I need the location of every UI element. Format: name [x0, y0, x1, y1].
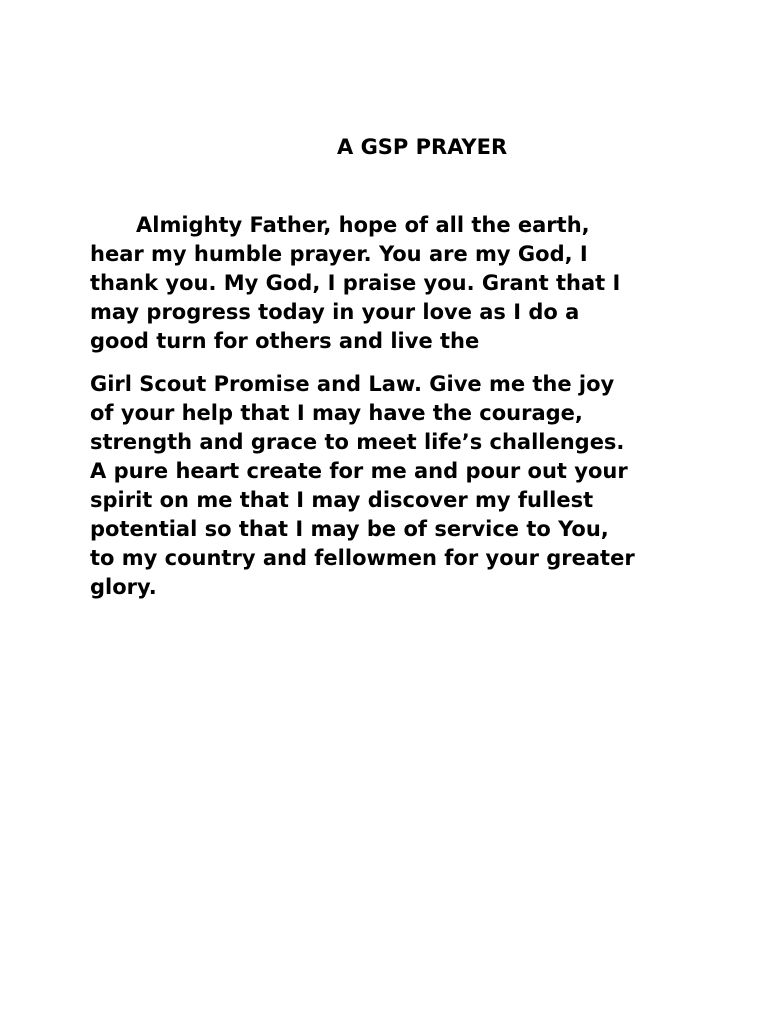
prayer-paragraph-2	[90, 370, 690, 602]
paragraph-line: may progress today in your love as I do a	[90, 300, 580, 324]
paragraph-line: potential so that I may be of service to You,	[90, 517, 609, 541]
paragraph-line: glory.	[90, 575, 157, 599]
document-title: A GSP PRAYER	[337, 135, 508, 159]
paragraph-line: hear my humble prayer. You are my God, I	[90, 242, 588, 266]
prayer-paragraph-1	[90, 211, 690, 356]
paragraph-line: of your help that I may have the courage,	[90, 401, 583, 425]
paragraph-line: thank you. My God, I praise you. Grant that I	[90, 271, 621, 295]
paragraph-line: to my country and fellowmen for your greater	[90, 546, 635, 570]
paragraph-line: spirit on me that I may discover my fullest	[90, 488, 594, 512]
paragraph-line: Almighty Father, hope of all the earth,	[136, 213, 590, 237]
paragraph-line: Girl Scout Promise and Law. Give me the joy	[90, 372, 615, 396]
paragraph-line: good turn for others and live the	[90, 329, 480, 353]
paragraph-line: A pure heart create for me and pour out your	[90, 459, 628, 483]
paragraph-line: strength and grace to meet life’s challenges.	[90, 430, 625, 454]
